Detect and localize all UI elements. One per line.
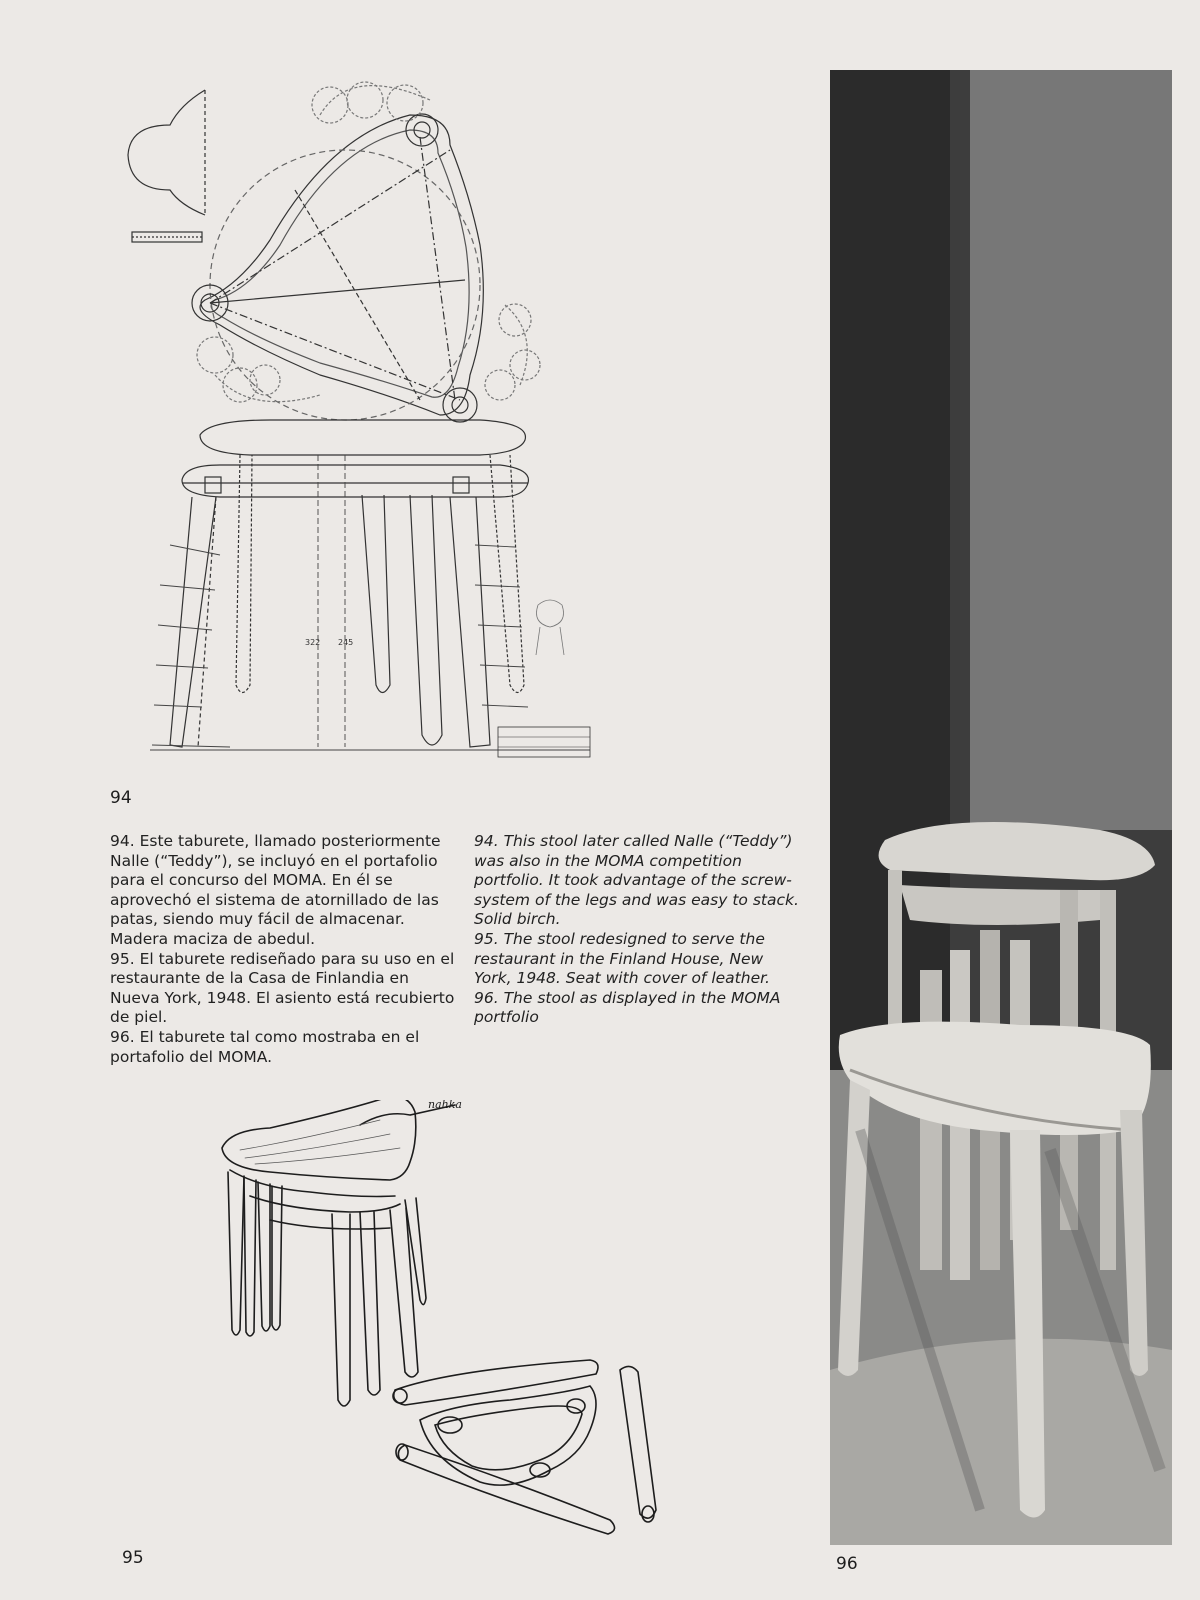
- dimension-label: 245: [338, 638, 354, 647]
- caption-spanish: [110, 832, 460, 1067]
- sketch-note: nahka: [428, 1100, 462, 1111]
- caption-en-96: 96. The stool as displayed in the MOMA portfolio: [474, 988, 781, 1027]
- caption-es-95: 95. El taburete rediseñado para su uso en el restaurante de la Casa de Finlandia en Nueva York, 1948. El asiento está recubierto de piel.: [110, 949, 455, 1027]
- figure-number-96: 96: [836, 1554, 858, 1574]
- figure-number-95: 95: [122, 1548, 144, 1568]
- caption-es-96: 96. El taburete tal como mostraba en el portafolio del MOMA.: [110, 1027, 420, 1066]
- stool-photograph-96: [830, 70, 1172, 1545]
- figure-number-94: 94: [110, 788, 132, 808]
- photo-content: [830, 70, 1172, 1545]
- caption-english: [474, 832, 804, 1028]
- dimension-label: 322: [305, 638, 321, 647]
- caption-en-94: 94. This stool later called Nalle (“Teddy”) was also in the MOMA competition portfolio. It took advantage of the screw-system of the legs and was easy to stack. Solid birch.: [474, 832, 799, 929]
- stool-sketch-95: [210, 1100, 690, 1560]
- technical-drawing-94: [120, 75, 610, 775]
- caption-en-95: 95. The stool redesigned to serve the restaurant in the Finland House, New York, 1948. Seat with cover of leather.: [474, 929, 770, 988]
- caption-es-94: 94. Este taburete, llamado posteriormente Nalle (“Teddy”), se incluyó en el portafolio para el concurso del MOMA. En él se aprovechó el sistema de atornillado de las patas, siendo muy fácil de almacenar. Madera maciza de abedul.: [110, 832, 441, 948]
